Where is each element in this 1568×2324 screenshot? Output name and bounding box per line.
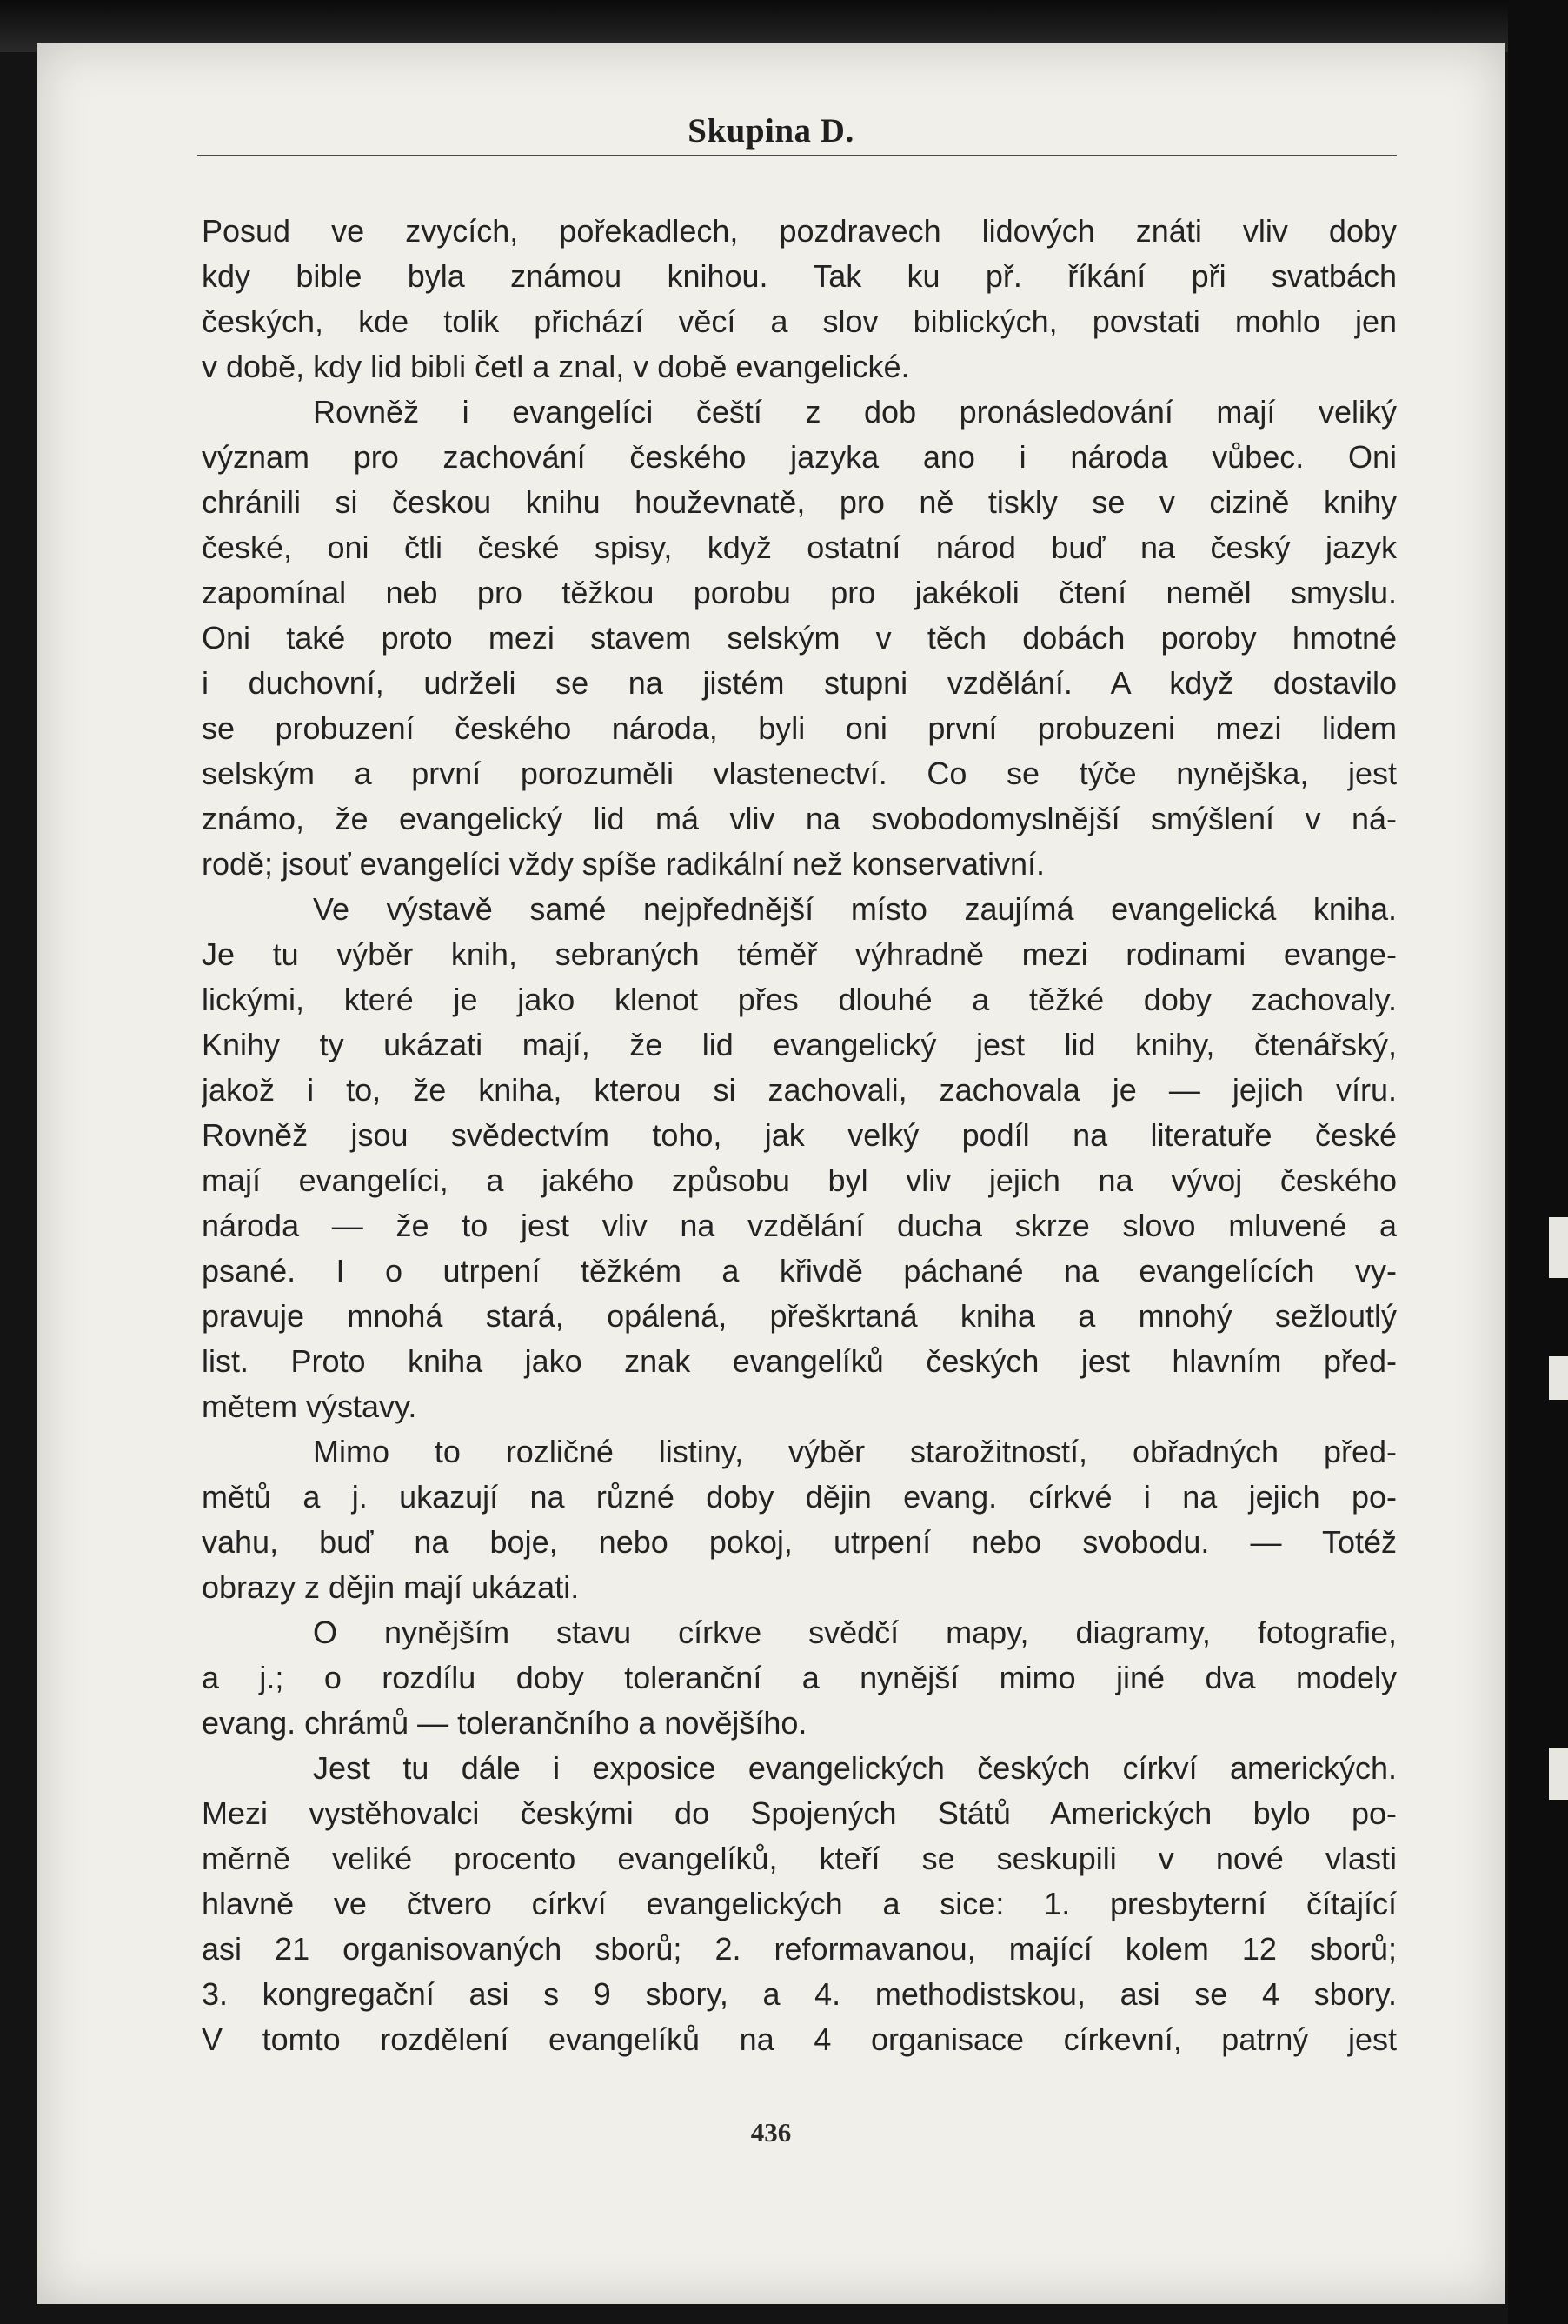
text-line: Mezi vystěhovalci českými do Spojených Států Amerických bylo po- <box>202 1795 1397 1831</box>
scan-edge-mark <box>1549 1748 1568 1800</box>
text-line: O nynějším stavu církve svědčí mapy, diagramy, fotografie, <box>313 1615 1397 1650</box>
text-line: V tomto rozdělení evangelíků na 4 organisace církevní, patrný jest <box>202 2021 1397 2057</box>
scan-edge-mark <box>1549 1217 1568 1278</box>
text-line: Je tu výběr knih, sebraných téměř výhradně mezi rodinami evange- <box>202 936 1397 972</box>
text-line: i duchovní, udrželi se na jistém stupni vzdělání. A když dostavilo <box>202 665 1397 701</box>
text-line: význam pro zachování českého jazyka ano i národa vůbec. Oni <box>202 439 1397 475</box>
scan-edge-mark <box>1549 1356 1568 1400</box>
text-line: hlavně ve čtvero církví evangelických a sice: 1. presbyterní čítající <box>202 1886 1397 1921</box>
text-line: českých, kde tolik přichází věcí a slov biblických, povstati mohlo jen <box>202 303 1397 339</box>
text-line: v době, kdy lid bibli četl a znal, v době evangelické. <box>202 349 910 384</box>
text-line: mají evangelíci, a jakého způsobu byl vliv jejich na vývoj českého <box>202 1162 1397 1198</box>
text-line: Rovněž jsou svědectvím toho, jak velký podíl na literatuře české <box>202 1117 1397 1153</box>
book-page <box>37 43 1505 2304</box>
body-text <box>202 209 1397 2062</box>
text-line: 3. kongregační asi s 9 sbory, a 4. methodistskou, asi se 4 sbory. <box>202 1976 1397 2012</box>
text-line: české, oni čtli české spisy, když ostatní národ buď na český jazyk <box>202 529 1397 565</box>
page-number: 436 <box>750 2117 792 2148</box>
text-line: Posud ve zvycích, pořekadlech, pozdravech lidových znáti vliv doby <box>202 213 1397 249</box>
text-line: vahu, buď na boje, nebo pokoj, utrpení nebo svobodu. — Totéž <box>202 1524 1397 1560</box>
text-line: selským a první porozuměli vlastenectví. Co se týče nynějška, jest <box>202 756 1397 791</box>
text-line: evang. chrámů — tolerančního a novějšího. <box>202 1705 807 1741</box>
text-line: psané. I o utrpení těžkém a křivdě páchané na evangelících vy- <box>202 1253 1397 1289</box>
scan-border-right <box>1508 0 1568 2324</box>
text-line: Mimo to rozličné listiny, výběr starožitností, obřadných před- <box>313 1434 1397 1469</box>
text-line: jakož i to, že kniha, kterou si zachovali, zachovala je — jejich víru. <box>202 1072 1397 1108</box>
text-line: národa — že to jest vliv na vzdělání ducha skrze slovo mluvené a <box>202 1208 1397 1243</box>
running-head: Skupina D. <box>688 112 854 150</box>
text-line: známo, že evangelický lid má vliv na svobodomyslnější smýšlení v ná- <box>202 801 1397 836</box>
text-line: Knihy ty ukázati mají, že lid evangelický jest lid knihy, čtenářský, <box>202 1027 1397 1062</box>
text-line: obrazy z dějin mají ukázati. <box>202 1569 580 1605</box>
text-line: Oni také proto mezi stavem selským v těch dobách poroby hmotné <box>202 620 1397 656</box>
text-line: mětů a j. ukazují na různé doby dějin evang. církvé i na jejich po- <box>202 1479 1397 1515</box>
text-line: chránili si českou knihu houževnatě, pro ně tiskly se v cizině knihy <box>202 484 1397 520</box>
text-line: lickými, které je jako klenot přes dlouhé a těžké doby zachovaly. <box>202 982 1397 1017</box>
text-line: a j.; o rozdílu doby toleranční a nynější mimo jiné dva modely <box>202 1660 1397 1695</box>
text-line: mětem výstavy. <box>202 1388 417 1424</box>
text-line: měrně veliké procento evangelíků, kteří se seskupili v nové vlasti <box>202 1841 1397 1876</box>
text-line: asi 21 organisovaných sborů; 2. reformavanou, mající kolem 12 sborů; <box>202 1931 1397 1967</box>
header-rule <box>197 155 1397 156</box>
text-line: se probuzení českého národa, byli oni první probuzeni mezi lidem <box>202 710 1397 746</box>
text-line: rodě; jsouť evangelíci vždy spíše radikální než konservativní. <box>202 846 1045 882</box>
text-line: zapomínal neb pro těžkou porobu pro jakékoli čtení neměl smyslu. <box>202 575 1397 610</box>
text-line: Rovněž i evangelíci čeští z dob pronásledování mají veliký <box>313 394 1397 430</box>
text-line: list. Proto kniha jako znak evangelíků českých jest hlavním před- <box>202 1343 1397 1379</box>
text-line: kdy bible byla známou knihou. Tak ku př. říkání při svatbách <box>202 258 1397 294</box>
text-line: Ve výstavě samé nejpřednější místo zaujímá evangelická kniha. <box>313 891 1397 927</box>
text-line: Jest tu dále i exposice evangelických českých církví amerických. <box>313 1750 1397 1786</box>
text-line: pravuje mnohá stará, opálená, přeškrtaná kniha a mnohý sežloutlý <box>202 1298 1397 1334</box>
